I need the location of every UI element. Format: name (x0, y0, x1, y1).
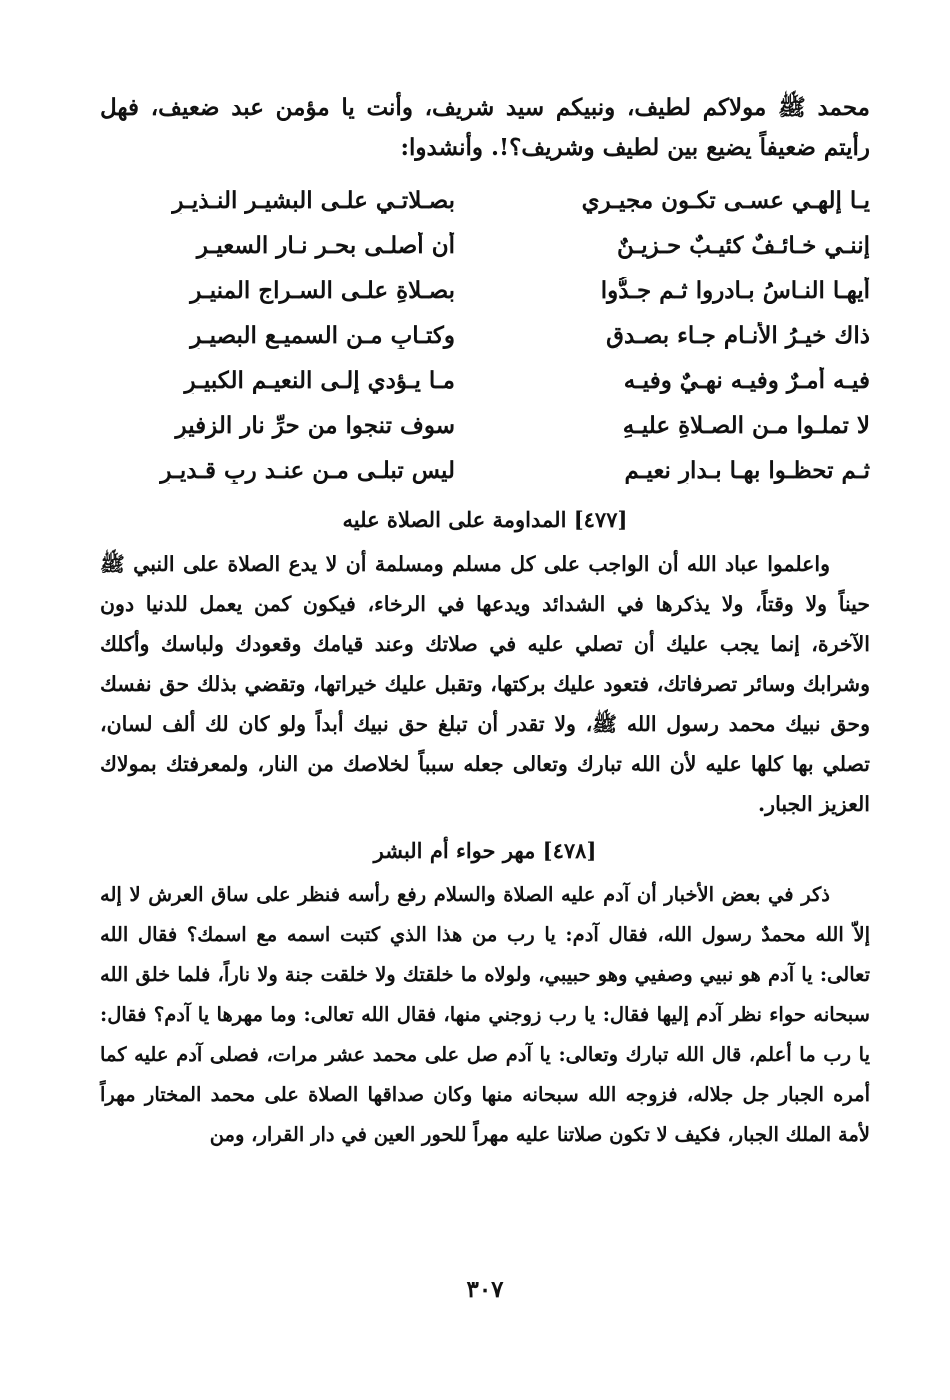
poem (100, 178, 870, 493)
poem-verse (100, 313, 870, 358)
book-page (100, 88, 870, 1368)
section-477-text: واعلموا عباد الله أن الواجب على كل مسلم ومسلمة أن لا يدع الصلاة على النبي ﷺ حيناً ولا وقتاً، ولا يذكرها في الشدائد ويدعها في الرخاء، فيكون كمن يعمل للدنيا دون الآخرة، إنما يجب عليك أن تصلي عليه في صلاتك وعند قيامك وقعودك ولباسك وأكلك وشرابك وسائر تصرفاتك، فتعود عليك بركتها، وتقبل عليك خيراتها، وتقضي بذلك حق نفسك وحق نبيك محمد رسول الله ﷺ، ولا تقدر أن تبلغ حق نبيك أبداً ولو كان لك ألف لسان، تصلي بها كلها عليه لأن الله تبارك وتعالى جعله سبباً لخلاصك من النار، ولمعرفتك بمولاك العزيز الجبار. (100, 552, 870, 816)
poem-second-hemistich: أن أصلـى بحـر نـار السعيـرِ (196, 232, 455, 259)
poem-second-hemistich: بصـلاتـي علـى البشيـر النـذيـرِ (172, 187, 455, 214)
section-heading-478: [٤٧٨] مهر حواء أم البشر (373, 838, 597, 863)
section-heading-477: [٤٧٧] المداومة على الصلاة عليه (342, 507, 628, 532)
poem-verse (100, 223, 870, 268)
poem-first-hemistich: لا تملـوا مـن الصـلاةِ عليـهِ (622, 412, 870, 439)
poem-first-hemistich: أيهـا النـاسُ بـادروا ثـم جـدُّوا (600, 277, 870, 304)
poem-first-hemistich: ذاك خيـرُ الأنـامِ جـاء بصـدقٍ (606, 322, 870, 349)
poem-second-hemistich: وكتـابٍ مـن السميـع البصيـرِ (190, 322, 455, 349)
poem-first-hemistich: يـا إلهـي عسـى تكـون مجيـري (581, 187, 870, 214)
poem-second-hemistich: ليس تبلـى مـن عنـد ربٍ قـديـرِ (160, 457, 455, 484)
intro-paragraph: محمد ﷺ مولاكم لطيف، ونبيكم سيد شريف، وأنت يا مؤمن عبد ضعيف، فهل رأيتم ضعيفاً يضيع بين لطيف وشريف؟!. وأنشدوا: (100, 94, 870, 161)
poem-verse (100, 268, 870, 313)
page-number: ٣٠٧ (466, 1276, 504, 1303)
poem-first-hemistich: إننـي خـائـفٌ كئيـبٌ حـزيـنٌ (616, 232, 870, 259)
poem-second-hemistich: سوف تنجوا من حرِّ نار الزفيرِ (175, 412, 455, 439)
poem-verse (100, 448, 870, 493)
poem-verse (100, 403, 870, 448)
section-478-text: ذكر في بعض الأخبار أن آدم عليه الصلاة والسلام رفع رأسه فنظر على ساق العرش لا إله إلاّ الله محمدٌ رسول الله، فقال آدم: يا رب من هذا الذي كتبت اسمه مع اسمك؟ فقال الله تعالى: يا آدم هو نبيي وصفيي وهو حبيبي، ولولاه ما خلقتك ولا خلقت جنة ولا ناراً، فلما خلق الله سبحانه حواء نظر آدم إليها فقال: يا رب زوجني منها، فقال الله تعالى: وما مهرها يا آدم؟ فقال: يا رب ما أعلم، قال الله تبارك وتعالى: يا آدم صل على محمد عشر مرات، فصلى آدم عليه كما أمره الجبار جل جلاله، فزوجه الله سبحانه منها وكان صداقها الصلاة على محمد المختار مهراً لأمة الملك الجبار، فكيف لا تكون صلاتنا عليه مهراً للحور العين في دار القرار، ومن (100, 883, 870, 1146)
poem-second-hemistich: بصـلاةِ علـى السـراج المنيـرِ (190, 277, 455, 304)
section-478-body (100, 875, 870, 1155)
poem-first-hemistich: ثـم تحظـوا بهـا بـدارِ نعيـمٍ (624, 457, 870, 484)
section-477-body (100, 544, 870, 824)
poem-second-hemistich: مـا يـؤدي إلـى النعيـم الكبيـرِ (184, 367, 455, 394)
poem-verse (100, 358, 870, 403)
poem-first-hemistich: فيـه أمـرٌ وفيـه نهـيٌ وفيـه (623, 367, 870, 394)
poem-verse (100, 178, 870, 223)
